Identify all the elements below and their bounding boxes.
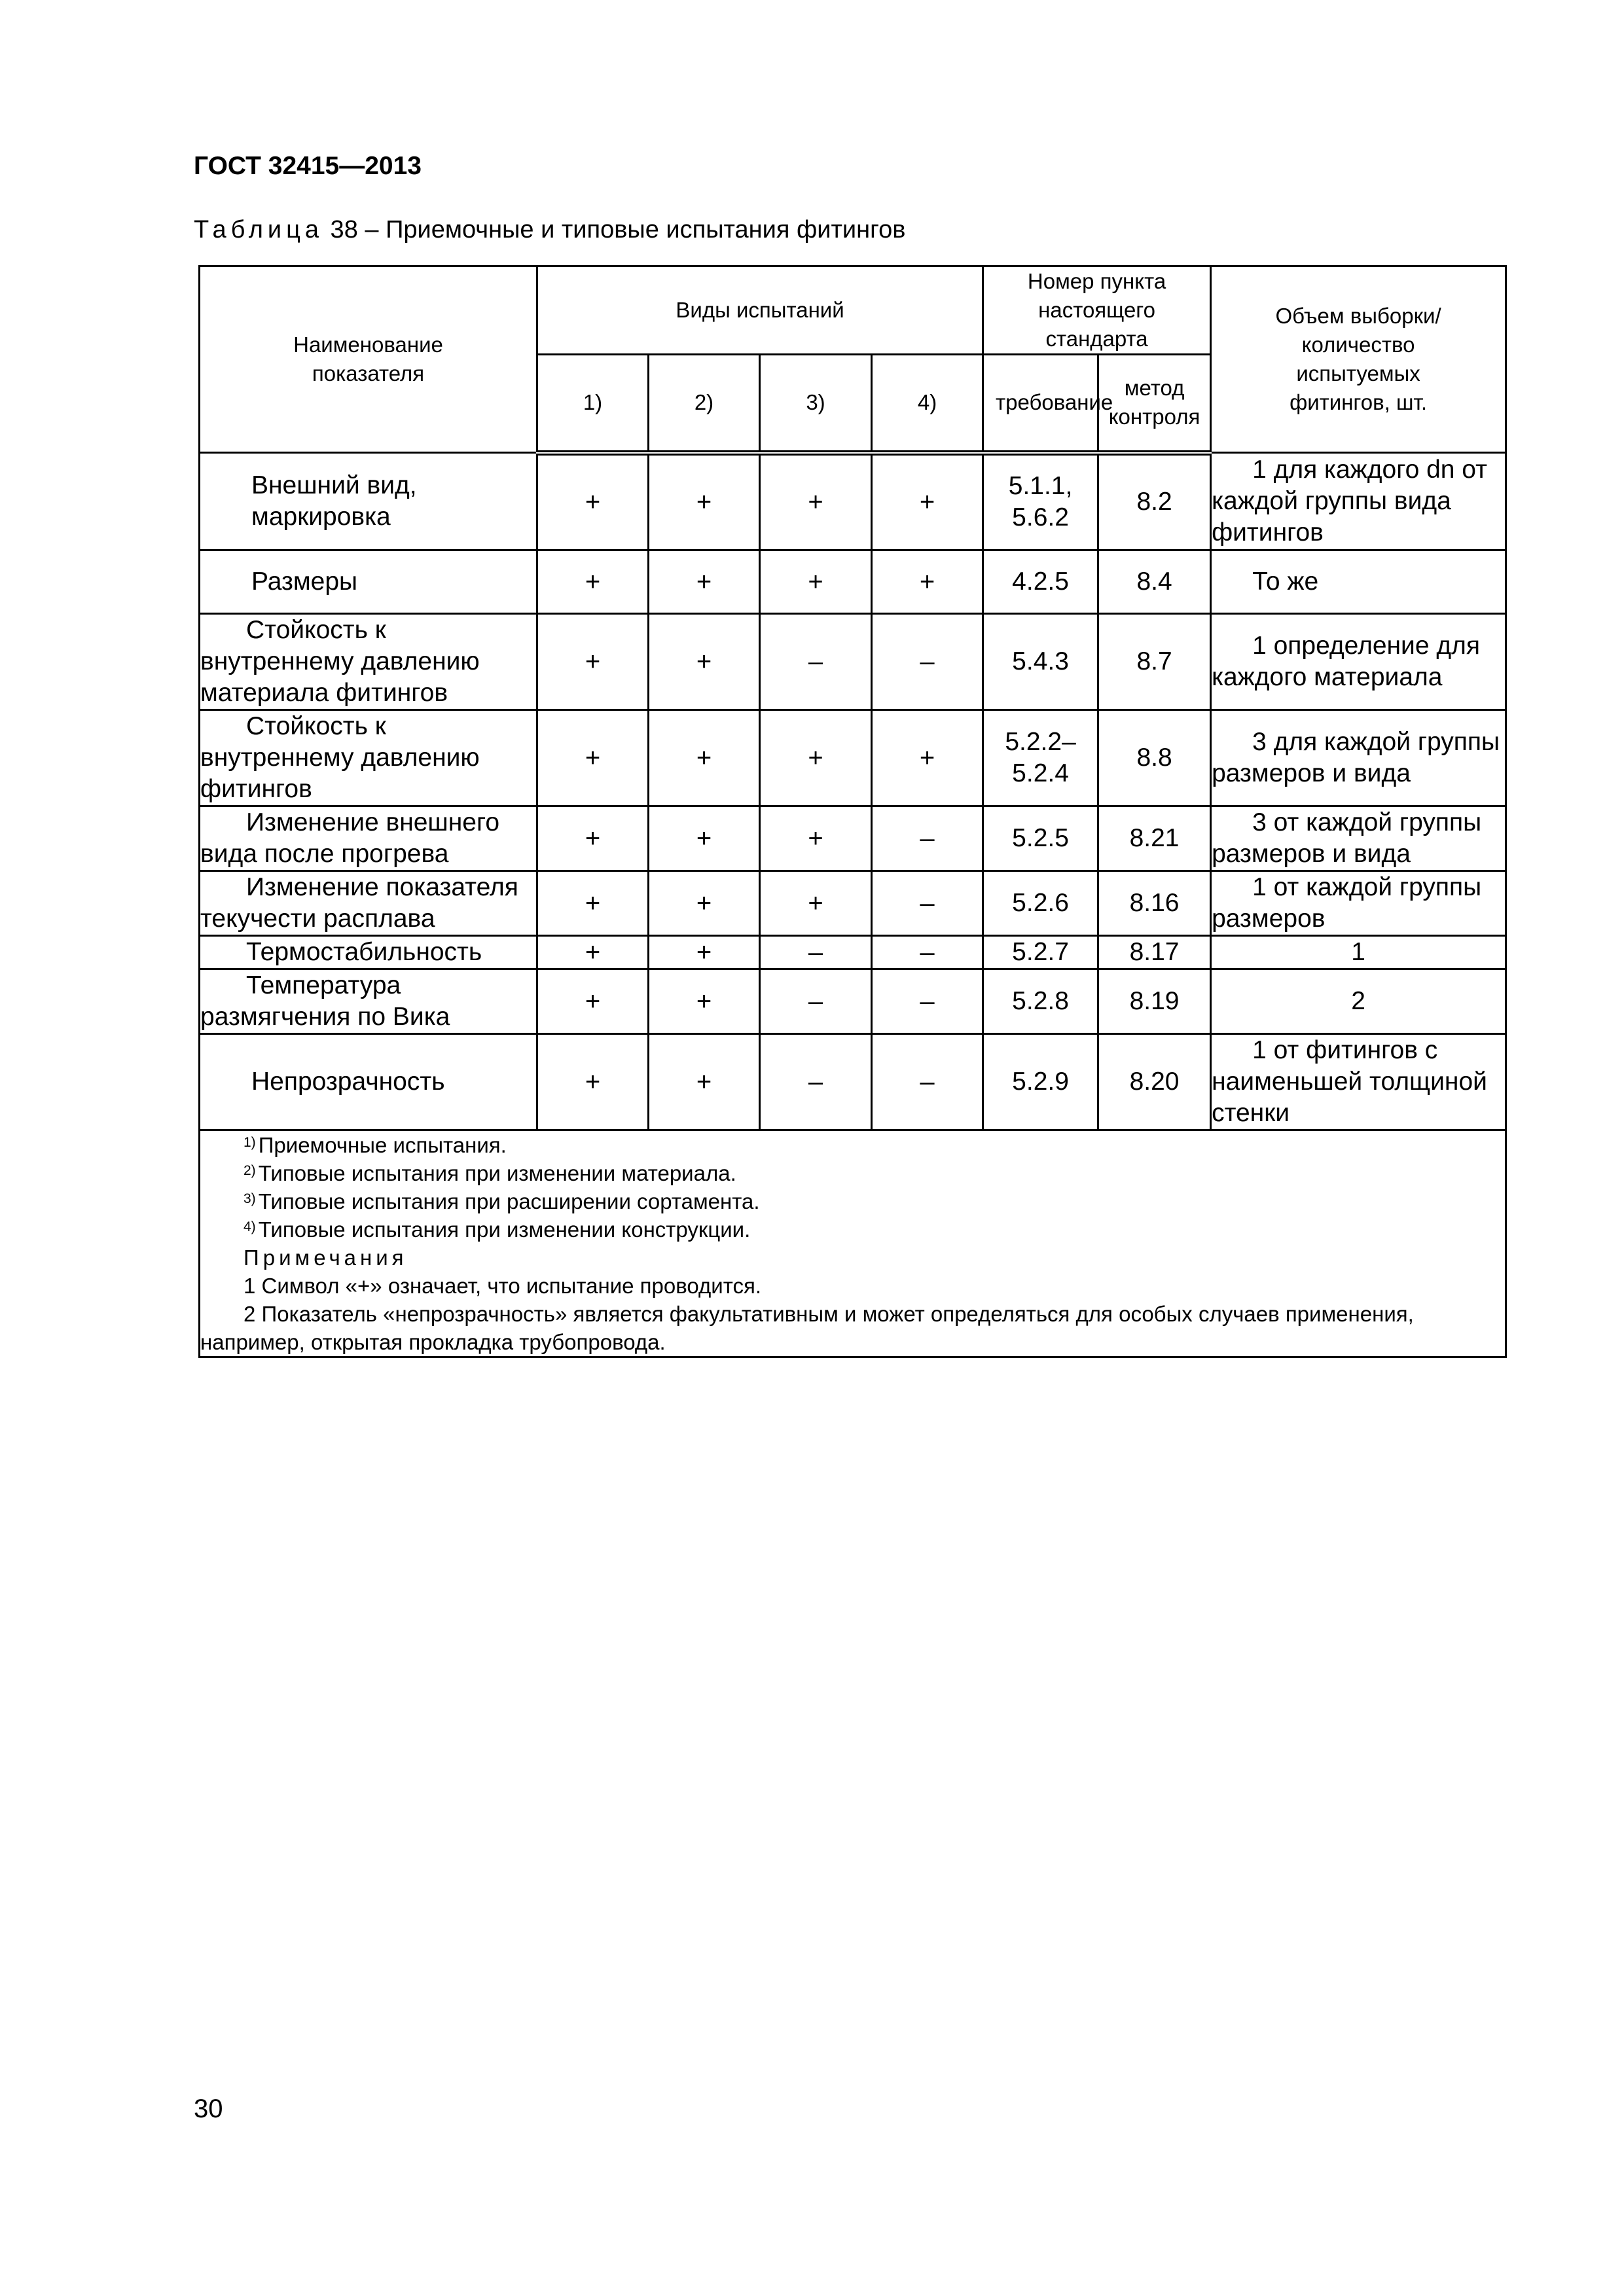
notes-row: [200, 1130, 1506, 1357]
row-mark: +: [649, 806, 760, 871]
row-name: Внешний вид, маркировка: [200, 453, 537, 550]
table-row: [200, 550, 1506, 614]
table-caption-text: 38 – Приемочные и типовые испытания фитингов: [323, 216, 906, 243]
row-mark: –: [872, 936, 983, 969]
footnote-mark: 3): [244, 1191, 256, 1206]
table-row: [200, 936, 1506, 969]
row-requirement: 5.1.1, 5.6.2: [983, 453, 1098, 550]
table-row: [200, 969, 1506, 1034]
row-mark: +: [537, 550, 649, 614]
row-name: Температура размягчения по Вика: [200, 969, 537, 1034]
header-method: метод контроля: [1098, 355, 1211, 453]
header-requirement: требование: [983, 355, 1098, 453]
row-requirement: 4.2.5: [983, 550, 1098, 614]
row-volume: 1 от каждой группы размеров: [1211, 871, 1506, 936]
row-mark: +: [760, 871, 872, 936]
row-mark: +: [537, 614, 649, 710]
footnote-text: Типовые испытания при изменении материала.: [258, 1161, 736, 1185]
row-mark: –: [872, 614, 983, 710]
row-mark: +: [537, 1034, 649, 1130]
row-mark: +: [537, 710, 649, 806]
table-caption-label: Таблица: [194, 216, 323, 243]
row-requirement: 5.2.6: [983, 871, 1098, 936]
row-mark: +: [649, 710, 760, 806]
row-volume: 1 от фитингов с наименьшей толщиной стенки: [1211, 1034, 1506, 1130]
footnote-text: Типовые испытания при изменении конструкции.: [258, 1217, 751, 1242]
page-number: 30: [194, 2094, 223, 2123]
row-volume: 1 для каждого dn от каждой группы вида фитингов: [1211, 453, 1506, 550]
row-mark: +: [649, 936, 760, 969]
header-test-1: 1): [537, 355, 649, 453]
header-tests: Виды испытаний: [537, 266, 983, 355]
note-item: 2 Показатель «непрозрачность» является факультативным и может определяться для особых случаев применения, например, открытая прокладка трубопровода.: [200, 1302, 1414, 1354]
table-row: [200, 1034, 1506, 1130]
footnote-mark: 4): [244, 1219, 256, 1234]
footnote-mark: 1): [244, 1135, 256, 1150]
row-mark: +: [649, 969, 760, 1034]
row-mark: –: [760, 614, 872, 710]
header-name: Наименование показателя: [200, 266, 537, 453]
table-row: [200, 710, 1506, 806]
row-mark: –: [872, 806, 983, 871]
footnote: [200, 1159, 1505, 1187]
row-volume: 3 для каждой группы размеров и вида: [1211, 710, 1506, 806]
row-mark: +: [537, 936, 649, 969]
table-row: [200, 614, 1506, 710]
row-mark: +: [649, 550, 760, 614]
note-item: 1 Символ «+» означает, что испытание проводится.: [244, 1274, 761, 1298]
footnote-text: Типовые испытания при расширении сортамента.: [258, 1189, 760, 1213]
header-test-4: 4): [872, 355, 983, 453]
row-mark: +: [872, 550, 983, 614]
row-mark: +: [649, 871, 760, 936]
document-header: ГОСТ 32415—2013: [194, 152, 422, 180]
footnote: [200, 1187, 1505, 1215]
table-row: [200, 453, 1506, 550]
row-mark: +: [872, 710, 983, 806]
header-volume: Объем выборки/ количество испытуемых фитингов, шт.: [1211, 266, 1506, 453]
row-name: Непрозрачность: [200, 1034, 537, 1130]
row-volume: 1: [1211, 936, 1506, 969]
row-method: 8.21: [1098, 806, 1211, 871]
row-volume: 3 от каждой группы размеров и вида: [1211, 806, 1506, 871]
row-requirement: 5.2.9: [983, 1034, 1098, 1130]
row-mark: +: [760, 806, 872, 871]
row-mark: +: [649, 453, 760, 550]
table-caption: [194, 216, 905, 244]
notes-title: Примечания: [244, 1246, 408, 1270]
row-mark: +: [760, 710, 872, 806]
row-method: 8.16: [1098, 871, 1211, 936]
row-mark: –: [760, 936, 872, 969]
header-clause: Номер пункта настоящего стандарта: [983, 266, 1211, 355]
row-name: Стойкость к внутреннему давлению фитингов: [200, 710, 537, 806]
row-method: 8.19: [1098, 969, 1211, 1034]
row-name: Термостабильность: [200, 936, 537, 969]
row-mark: –: [872, 969, 983, 1034]
row-mark: +: [872, 453, 983, 550]
row-requirement: 5.2.7: [983, 936, 1098, 969]
row-requirement: 5.2.8: [983, 969, 1098, 1034]
row-name: Изменение показателя текучести расплава: [200, 871, 537, 936]
footnote-text: Приемочные испытания.: [258, 1133, 507, 1157]
row-mark: +: [537, 969, 649, 1034]
table-notes: [200, 1130, 1506, 1357]
row-mark: +: [760, 550, 872, 614]
row-volume: 2: [1211, 969, 1506, 1034]
row-method: 8.8: [1098, 710, 1211, 806]
row-mark: +: [649, 1034, 760, 1130]
row-method: 8.20: [1098, 1034, 1211, 1130]
row-mark: +: [760, 453, 872, 550]
row-mark: +: [537, 453, 649, 550]
row-method: 8.17: [1098, 936, 1211, 969]
row-name: Стойкость к внутреннему давлению материала фитингов: [200, 614, 537, 710]
table-row: [200, 871, 1506, 936]
header-test-3: 3): [760, 355, 872, 453]
tests-table: [198, 265, 1507, 1358]
row-mark: –: [760, 969, 872, 1034]
footnote-mark: 2): [244, 1163, 256, 1178]
row-mark: –: [872, 1034, 983, 1130]
row-name: Изменение внешнего вида после прогрева: [200, 806, 537, 871]
row-requirement: 5.2.5: [983, 806, 1098, 871]
header-test-2: 2): [649, 355, 760, 453]
row-mark: +: [649, 614, 760, 710]
row-method: 8.4: [1098, 550, 1211, 614]
row-mark: +: [537, 806, 649, 871]
row-requirement: 5.2.2–5.2.4: [983, 710, 1098, 806]
row-requirement: 5.4.3: [983, 614, 1098, 710]
row-method: 8.7: [1098, 614, 1211, 710]
table-row: [200, 806, 1506, 871]
row-name: Размеры: [200, 550, 537, 614]
footnote: [200, 1215, 1505, 1244]
row-mark: +: [537, 871, 649, 936]
row-volume: То же: [1211, 550, 1506, 614]
row-method: 8.2: [1098, 453, 1211, 550]
row-volume: 1 определение для каждого материала: [1211, 614, 1506, 710]
row-mark: –: [872, 871, 983, 936]
footnote: [200, 1131, 1505, 1159]
row-mark: –: [760, 1034, 872, 1130]
